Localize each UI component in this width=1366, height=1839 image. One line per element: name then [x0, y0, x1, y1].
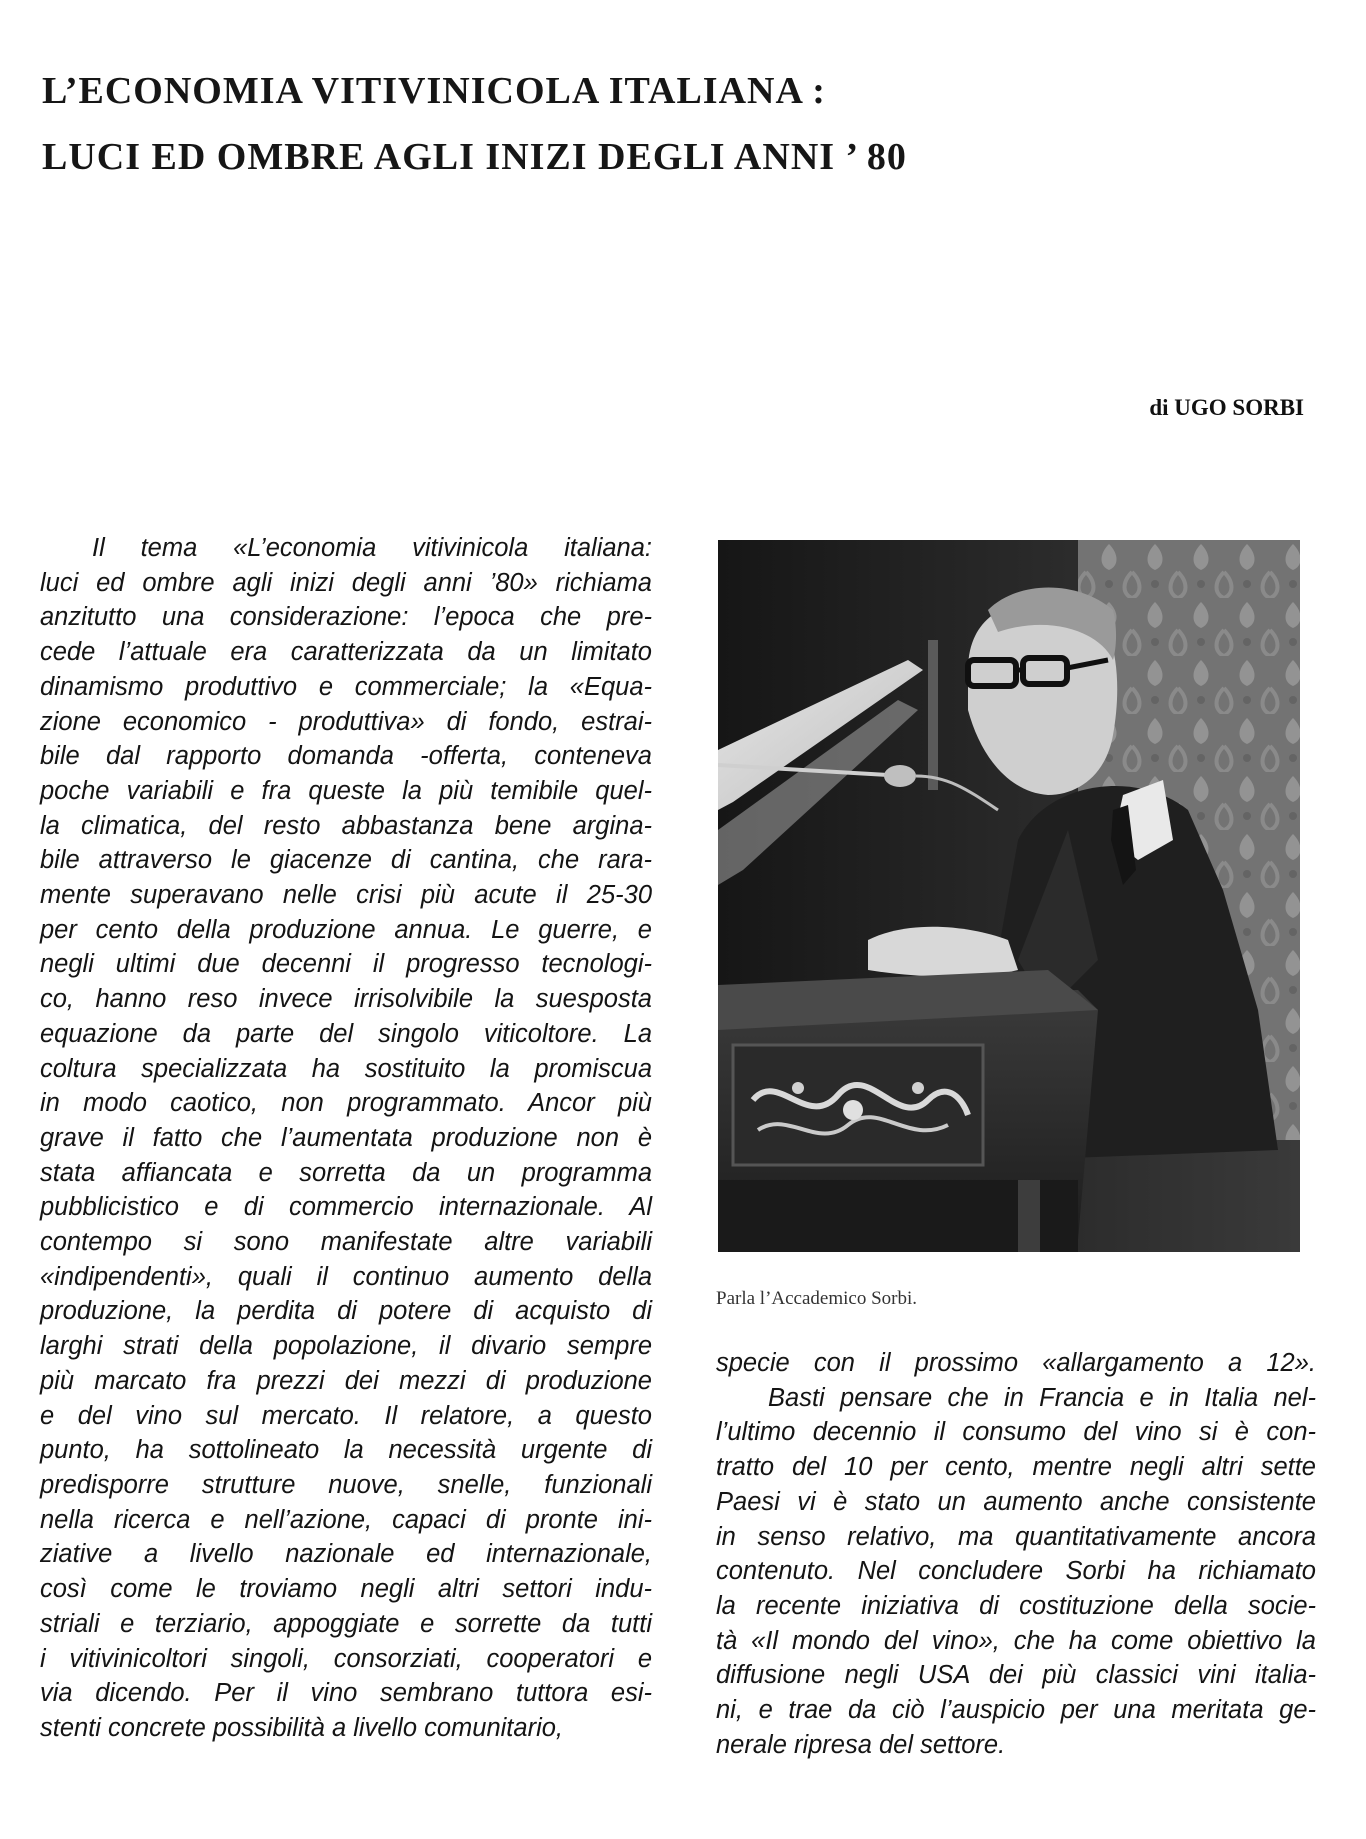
- text-line: la climatica, del resto abbastanza bene argina-: [40, 811, 652, 840]
- text-line: dinamismo produttivo e commerciale; la «Equa-: [40, 672, 652, 701]
- text-line: contempo si sono manifestate altre variabili: [40, 1228, 652, 1257]
- text-line: equazione da parte del singolo viticoltore. La: [40, 1019, 652, 1048]
- left-text-column: [40, 531, 652, 1746]
- text-line: zione economico - produttiva» di fondo, estrai-: [40, 707, 652, 736]
- text-line: nella ricerca e nell’azione, capaci di pronte ini-: [40, 1505, 652, 1534]
- text-line: la recente iniziativa di costituzione della socie-: [716, 1591, 1316, 1620]
- text-line: Basti pensare che in Francia e in Italia nel-: [768, 1383, 1316, 1412]
- text-line: specie con il prossimo «allargamento a 12».: [716, 1349, 1316, 1377]
- text-line: striali e terziario, appoggiate e sorrette da tutti: [40, 1609, 652, 1638]
- text-line: così come le troviamo negli altri settori indu-: [40, 1575, 652, 1604]
- text-line: cede l’attuale era caratterizzata da un limitato: [40, 638, 652, 667]
- author-byline: di UGO SORBI: [1149, 395, 1304, 420]
- text-line: coltura specializzata ha sostituito la promiscua: [40, 1054, 652, 1083]
- text-line: bile attraverso le giacenze di cantina, che rara-: [40, 846, 652, 875]
- text-line: tratto del 10 per cento, mentre negli altri sette: [716, 1453, 1316, 1482]
- speaker-photo: [718, 540, 1300, 1252]
- text-line: nerale ripresa del settore.: [716, 1730, 1006, 1759]
- text-line: bile dal rapporto domanda -offerta, conteneva: [40, 742, 652, 771]
- title-line-1: L’ECONOMIA VITIVINICOLA ITALIANA :: [42, 70, 826, 112]
- text-line: e del vino sul mercato. Il relatore, a questo: [40, 1401, 652, 1430]
- photo-caption: Parla l’Accademico Sorbi.: [716, 1288, 918, 1309]
- text-line: negli ultimi due decenni il progresso tecnologi-: [40, 950, 652, 979]
- text-line: via dicendo. Per il vino sembrano tuttora esi-: [40, 1679, 652, 1708]
- text-line: stata affiancata e sorretta da un programma: [40, 1158, 652, 1187]
- text-line: tà «Il mondo del vino», che ha come obiettivo la: [716, 1626, 1316, 1655]
- right-text-column: [716, 1346, 1316, 1762]
- text-line: in senso relativo, ma quantitativamente ancora: [716, 1522, 1316, 1551]
- text-line: grave il fatto che l’aumentata produzione non è: [40, 1123, 652, 1152]
- text-line: i vitivinicoltori singoli, consorziati, cooperatori e: [40, 1644, 652, 1673]
- text-line: mente superavano nelle crisi più acute il 25-30: [40, 881, 652, 910]
- text-line: l’ultimo decennio il consumo del vino si è con-: [716, 1418, 1316, 1447]
- article-title: [42, 58, 1142, 190]
- text-line: predisporre strutture nuove, snelle, funzionali: [40, 1470, 652, 1499]
- text-line: larghi strati della popolazione, il divario sempre: [40, 1332, 652, 1361]
- text-line: co, hanno reso invece irrisolvibile la suesposta: [40, 985, 652, 1014]
- text-line: contenuto. Nel concludere Sorbi ha richiamato: [716, 1557, 1316, 1586]
- text-line: Paesi vi è stato un aumento anche consistente: [716, 1487, 1316, 1516]
- text-line: diffusione negli USA dei più classici vini italia-: [716, 1661, 1316, 1690]
- text-line: Il tema «L’economia vitivinicola italiana:: [92, 534, 652, 562]
- text-line: pubblicistico e di commercio internazionale. Al: [40, 1193, 652, 1222]
- text-line: per cento della produzione annua. Le guerre, e: [40, 915, 652, 944]
- text-line: punto, ha sottolineato la necessità urgente di: [40, 1436, 652, 1465]
- text-line: anzitutto una considerazione: l’epoca che pre-: [40, 603, 652, 632]
- text-line: ziative a livello nazionale ed internazionale,: [40, 1540, 652, 1569]
- text-line: più marcato fra prezzi dei mezzi di produzione: [40, 1366, 652, 1395]
- text-line: stenti concrete possibilità a livello comunitario,: [40, 1713, 563, 1742]
- text-line: produzione, la perdita di potere di acquisto di: [40, 1297, 652, 1326]
- text-line: «indipendenti», quali il continuo aumento della: [40, 1262, 652, 1291]
- text-line: poche variabili e fra queste la più temibile quel-: [40, 776, 652, 805]
- title-line-2: LUCI ED OMBRE AGLI INIZI DEGLI ANNI ’ 80: [42, 136, 907, 178]
- text-line: ni, e trae da ciò l’auspicio per una meritata ge-: [716, 1696, 1316, 1725]
- text-line: luci ed ombre agli inizi degli anni ’80» richiama: [40, 568, 652, 597]
- text-line: in modo caotico, non programmato. Ancor più: [40, 1089, 652, 1118]
